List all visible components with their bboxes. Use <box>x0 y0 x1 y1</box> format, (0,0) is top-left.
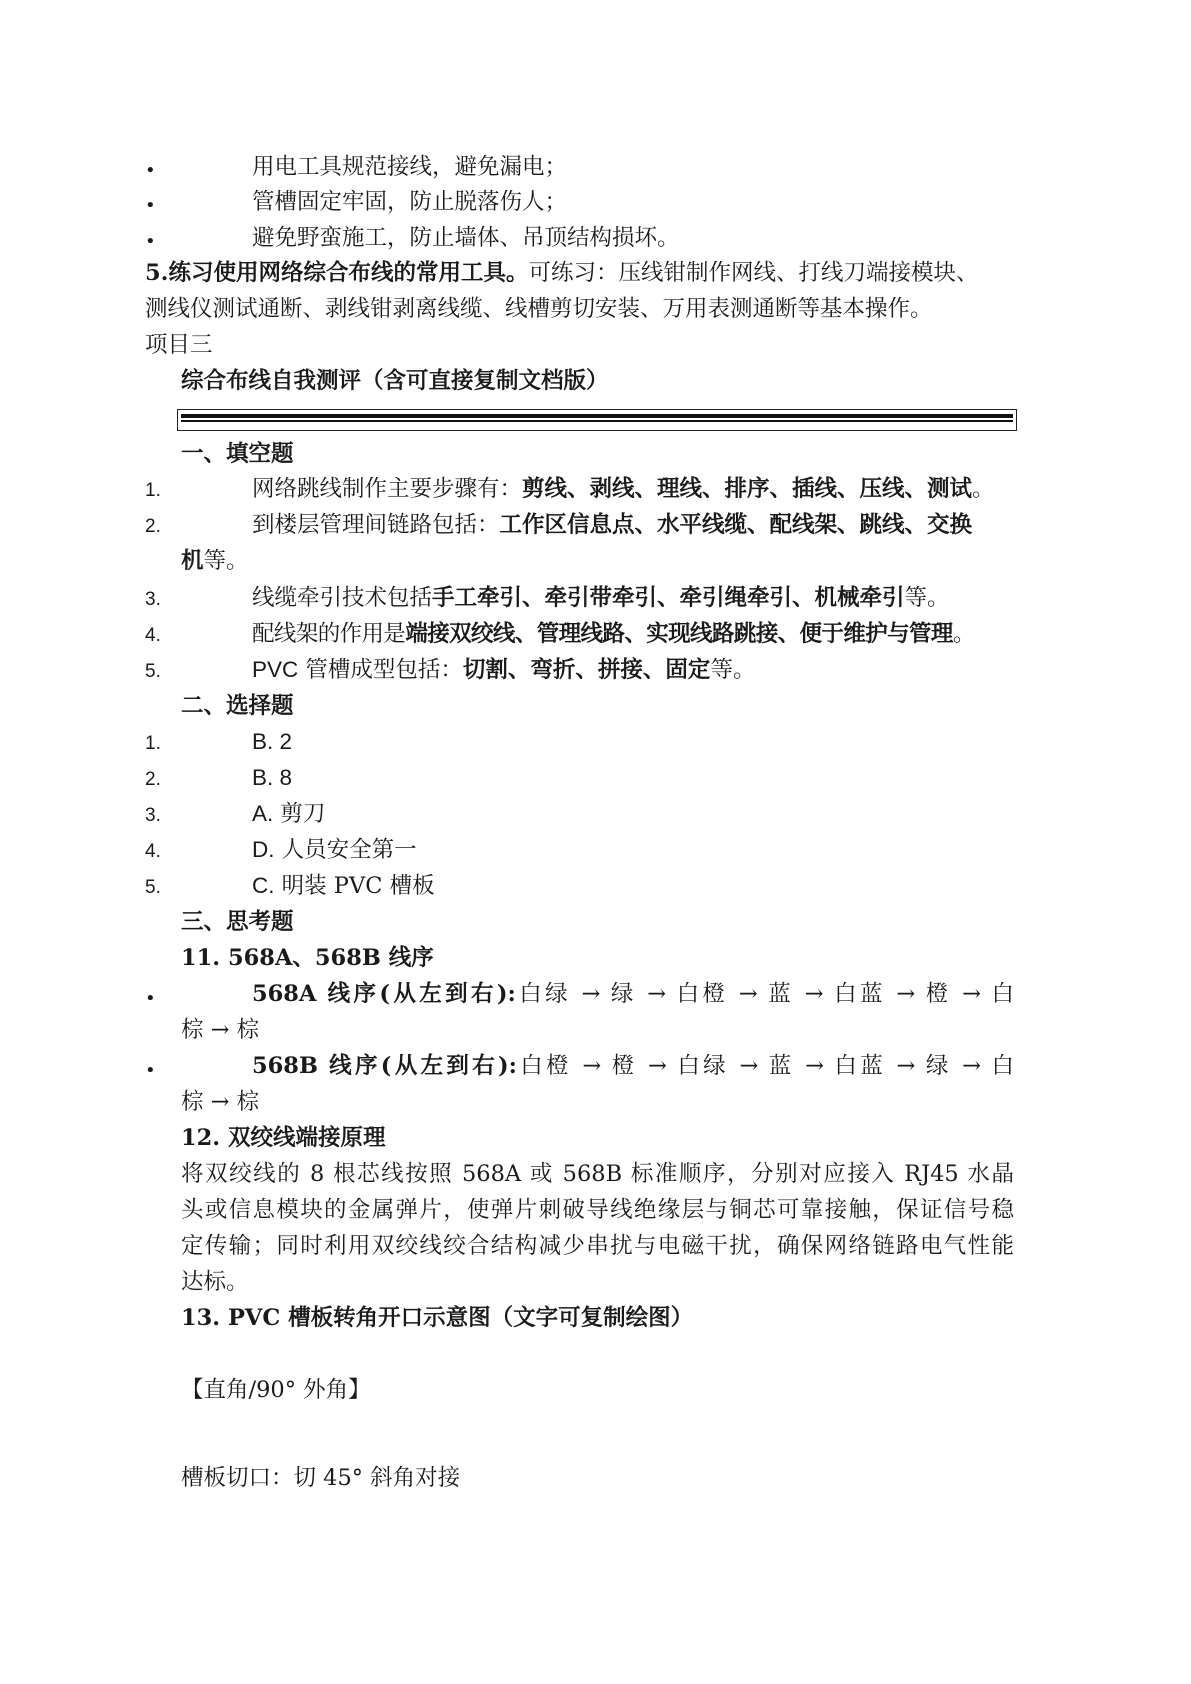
bullet-dot: • <box>145 195 156 216</box>
q11-568a-line <box>252 977 1014 1011</box>
choice-item <box>252 725 292 759</box>
list-number: 1. <box>145 480 161 501</box>
q13-title: 13. PVC 槽板转角开口示意图（文字可复制绘图） <box>181 1305 694 1331</box>
fill-item-5 <box>252 653 755 687</box>
bullet-dot: • <box>145 231 156 252</box>
fill-item-text: 线缆牵引技术包括 <box>252 585 433 611</box>
bullet-dot: • <box>145 988 156 1009</box>
q12-paragraph-line: 将双绞线的 8 根芯线按照 568A 或 568B 标准顺序，分别对应接入 RJ45 水晶 <box>181 1161 1014 1187</box>
choice-text: 剪刀 <box>280 801 326 827</box>
item5-heading: 5.练习使用网络综合布线的常用工具。 <box>145 260 529 286</box>
rule-thin-line <box>181 420 1013 422</box>
double-rule-divider <box>177 409 1017 431</box>
q11-568b-sequence: 白橙 → 橙 → 白绿 → 蓝 → 白蓝 → 绿 → 白 <box>516 1053 1014 1079</box>
fill-item-text: 配线架的作用是 <box>252 621 406 647</box>
fill-item-text: PVC <box>252 657 299 682</box>
choice-text: 明装 PVC 槽板 <box>281 873 435 899</box>
fill-item-text: 网络跳线制作主要步骤有： <box>252 476 523 502</box>
section1-heading: 一、填空题 <box>181 441 294 467</box>
list-number: 2. <box>145 769 161 790</box>
q12-paragraph-line: 定传输；同时利用双绞线绞合结构减少串扰与电磁干扰，确保网络链路电气性能 <box>181 1233 1014 1259</box>
choice-item <box>252 869 435 903</box>
bullet-item: 避免野蛮施工，防止墙体、吊顶结构损坏。 <box>252 225 680 251</box>
q11-568a-cont: 棕 → 棕 <box>181 1017 260 1043</box>
fill-item-answer: 剪线、剥线、理线、排序、插线、压线、测试 <box>522 476 973 502</box>
q12-paragraph-line: 达标。 <box>181 1269 249 1295</box>
fill-item-text: 。 <box>952 621 975 647</box>
fill-item-answer: 机 <box>181 548 204 574</box>
q11-title: 11. 568A、568B 线序 <box>181 945 434 971</box>
q11-568b-label: 568B 线序(从左到右): <box>252 1053 517 1079</box>
fill-item-answer: 端接双绞线、管理线路、实现线路跳接、便于维护与管理 <box>405 621 953 647</box>
choice-letter: C. <box>252 873 275 898</box>
q12-title: 12. 双绞线端接原理 <box>181 1125 386 1151</box>
list-number: 3. <box>145 589 161 610</box>
q11-568b-cont: 棕 → 棕 <box>181 1089 260 1115</box>
list-number: 2. <box>145 516 161 537</box>
fill-item-answer: 工作区信息点、水平线缆、配线架、跳线、交换 <box>499 512 973 538</box>
q11-568a-sequence: 白绿 → 绿 → 白橙 → 蓝 → 白蓝 → 橙 → 白 <box>515 981 1014 1007</box>
q12-paragraph-line: 头或信息模块的金属弹片，使弹片刺破导线绝缘层与铜芯可靠接触，保证信号稳 <box>181 1197 1014 1223</box>
section3-heading: 三、思考题 <box>181 909 294 935</box>
fill-item-2-cont <box>181 544 249 578</box>
fill-item-3 <box>252 581 950 615</box>
fill-item-text: 等。 <box>710 657 756 683</box>
choice-letter: A. <box>252 801 274 826</box>
item5-text: 可练习：压线钳制作网线、打线刀端接模块、 <box>528 260 979 286</box>
list-number: 1. <box>145 733 161 754</box>
list-number: 5. <box>145 661 161 682</box>
choice-letter: B. 8 <box>252 765 293 790</box>
fill-item-answer: 切割、弯折、拼接、固定 <box>462 657 711 683</box>
q11-568a-label: 568A 线序(从左到右): <box>252 981 516 1007</box>
bullet-dot: • <box>145 160 156 181</box>
section2-heading: 二、选择题 <box>181 693 294 719</box>
fill-item-text: 等。 <box>904 585 950 611</box>
list-number: 3. <box>145 805 161 826</box>
fill-item-4 <box>252 617 975 651</box>
choice-item <box>252 833 417 867</box>
fill-item-2 <box>252 508 972 542</box>
doc-title: 综合布线自我测评（含可直接复制文档版） <box>181 368 609 394</box>
fill-item-text: 。 <box>972 476 995 502</box>
q13-corner-label: 【直角/90° 外角】 <box>181 1377 371 1403</box>
list-number: 4. <box>145 841 161 862</box>
q11-568b-line <box>252 1049 1014 1083</box>
choice-item <box>252 797 325 831</box>
list-number: 4. <box>145 625 161 646</box>
choice-item <box>252 761 292 795</box>
q13-cut-note: 槽板切口：切 45° 斜角对接 <box>181 1465 461 1491</box>
fill-item-text: 到楼层管理间链路包括： <box>252 512 500 538</box>
fill-item-text: 等。 <box>203 548 249 574</box>
bullet-item: 用电工具规范接线，避免漏电； <box>252 154 568 180</box>
item5-line1 <box>145 256 979 290</box>
bullet-item: 管槽固定牢固，防止脱落伤人； <box>252 189 568 215</box>
choice-letter: B. 2 <box>252 729 293 754</box>
fill-item-answer: 手工牵引、牵引带牵引、牵引绳牵引、机械牵引 <box>432 585 905 611</box>
item5-line2: 测线仪测试通断、剥线钳剥离线缆、线槽剪切安装、万用表测通断等基本操作。 <box>145 296 933 322</box>
fill-item-text: 管槽成型包括： <box>298 657 463 683</box>
choice-text: 人员安全第一 <box>281 837 417 863</box>
choice-letter: D. <box>252 837 275 862</box>
project-label: 项目三 <box>145 332 213 358</box>
bullet-dot: • <box>145 1060 156 1081</box>
rule-thick-line <box>181 414 1013 418</box>
list-number: 5. <box>145 877 161 898</box>
fill-item-1 <box>252 472 995 506</box>
